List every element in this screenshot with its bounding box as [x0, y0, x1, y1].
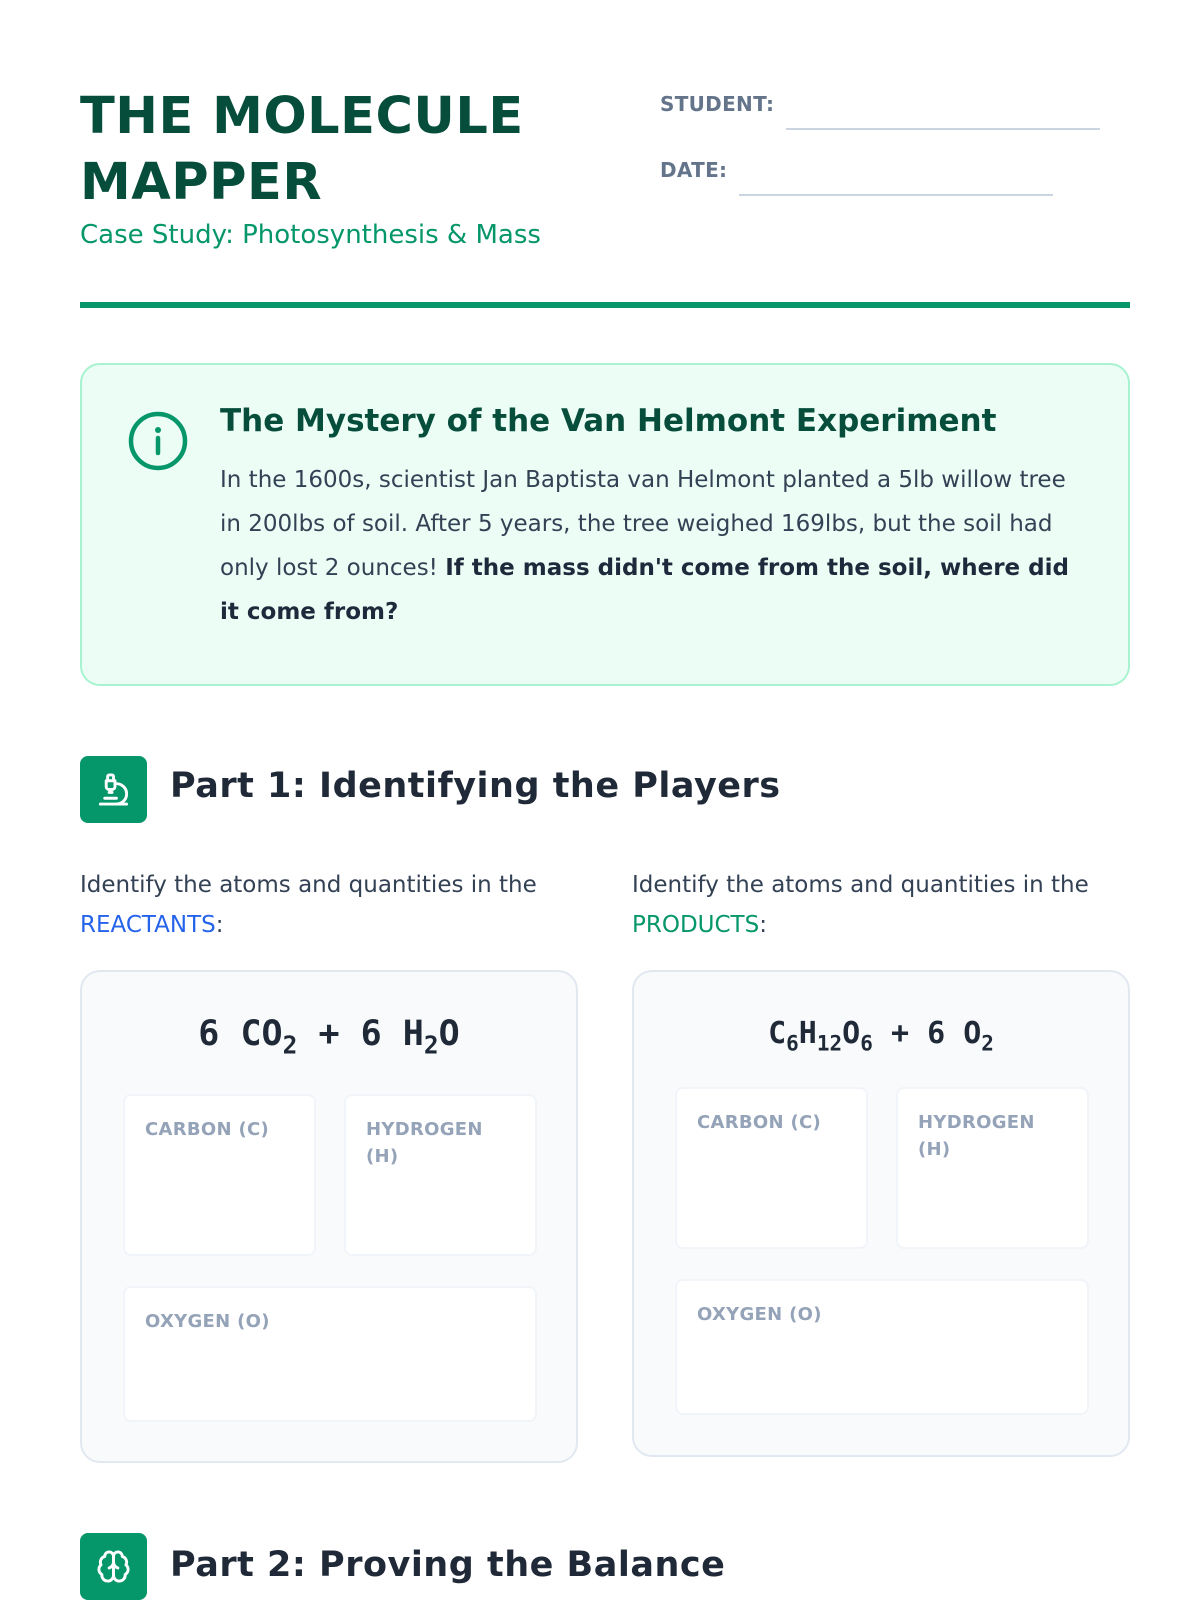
eq-molecule: O: [963, 1016, 982, 1051]
products-oxygen-box[interactable]: [675, 1279, 1089, 1415]
eq-plus: +: [890, 1016, 909, 1051]
reactants-hydrogen-box[interactable]: [344, 1094, 537, 1256]
page-subtitle: Case Study: Photosynthesis & Mass: [80, 220, 541, 250]
eq-coefficient: 6: [927, 1016, 946, 1051]
reactants-instruction-text: Identify the atoms and quantities in the: [80, 872, 537, 898]
carbon-label: CARBON (C): [697, 1112, 822, 1133]
eq-molecule: CO: [240, 1014, 283, 1054]
eq-subscript: 2: [282, 1030, 298, 1060]
products-equation: [634, 1016, 1128, 1056]
carbon-label: CARBON (C): [145, 1119, 270, 1140]
info-question: If the mass didn't come from the soil, where did it come from?: [220, 555, 1069, 625]
eq-coefficient: 6: [198, 1014, 220, 1054]
student-field[interactable]: [786, 128, 1100, 130]
reactants-carbon-box[interactable]: [123, 1094, 316, 1256]
products-colon: :: [759, 912, 767, 938]
reactants-instruction: [80, 865, 570, 945]
info-body: [220, 458, 1080, 634]
reactants-oxygen-box[interactable]: [123, 1286, 537, 1422]
part1-badge: [80, 756, 147, 823]
info-title: The Mystery of the Van Helmont Experiment: [220, 403, 997, 439]
eq-subscript: 12: [816, 1031, 843, 1056]
info-circle-icon: [127, 410, 189, 472]
microscope-icon: [96, 772, 131, 807]
eq-plus: +: [318, 1014, 340, 1054]
hydrogen-label: HYDROGEN (H): [366, 1119, 483, 1167]
reactants-colon: :: [215, 912, 224, 938]
eq-subscript: 6: [860, 1031, 873, 1056]
part1-title: Part 1: Identifying the Players: [170, 766, 781, 806]
eq-subscript: 6: [786, 1031, 799, 1056]
eq-molecule: H: [402, 1014, 424, 1054]
oxygen-label: OXYGEN (O): [697, 1304, 822, 1325]
date-label: DATE:: [660, 158, 728, 182]
eq-atom: C: [768, 1016, 787, 1051]
oxygen-label: OXYGEN (O): [145, 1311, 270, 1332]
products-hydrogen-box[interactable]: [896, 1087, 1089, 1249]
eq-atom: H: [798, 1016, 817, 1051]
products-carbon-box[interactable]: [675, 1087, 868, 1249]
page-title: THE MOLECULE MAPPER: [80, 87, 524, 212]
eq-coefficient: 6: [360, 1014, 382, 1054]
products-instruction: [632, 865, 1122, 945]
hydrogen-label: HYDROGEN (H): [918, 1112, 1035, 1160]
header-divider: [80, 302, 1130, 308]
products-keyword: PRODUCTS: [632, 912, 760, 938]
eq-subscript: 2: [423, 1030, 439, 1060]
eq-atom: O: [842, 1016, 861, 1051]
reactants-equation: [82, 1014, 576, 1060]
eq-molecule: O: [438, 1014, 460, 1054]
part2-title: Part 2: Proving the Balance: [170, 1545, 726, 1585]
eq-subscript: 2: [981, 1031, 994, 1056]
student-label: STUDENT:: [660, 92, 775, 116]
reactants-keyword: REACTANTS: [80, 912, 216, 938]
products-card: [632, 970, 1130, 1457]
reactants-card: [80, 970, 578, 1463]
part2-badge: [80, 1533, 147, 1600]
brain-icon: [96, 1549, 131, 1584]
products-instruction-text: Identify the atoms and quantities in the: [632, 872, 1089, 898]
info-callout: [80, 363, 1130, 686]
date-field[interactable]: [739, 194, 1053, 196]
info-text: In the 1600s, scientist Jan Baptista van Helmont planted a 5lb willow tree in 200lbs of soil. After 5 years, the tree weighed 169lbs, but the soil had only lost 2 ounces!: [220, 467, 1066, 581]
